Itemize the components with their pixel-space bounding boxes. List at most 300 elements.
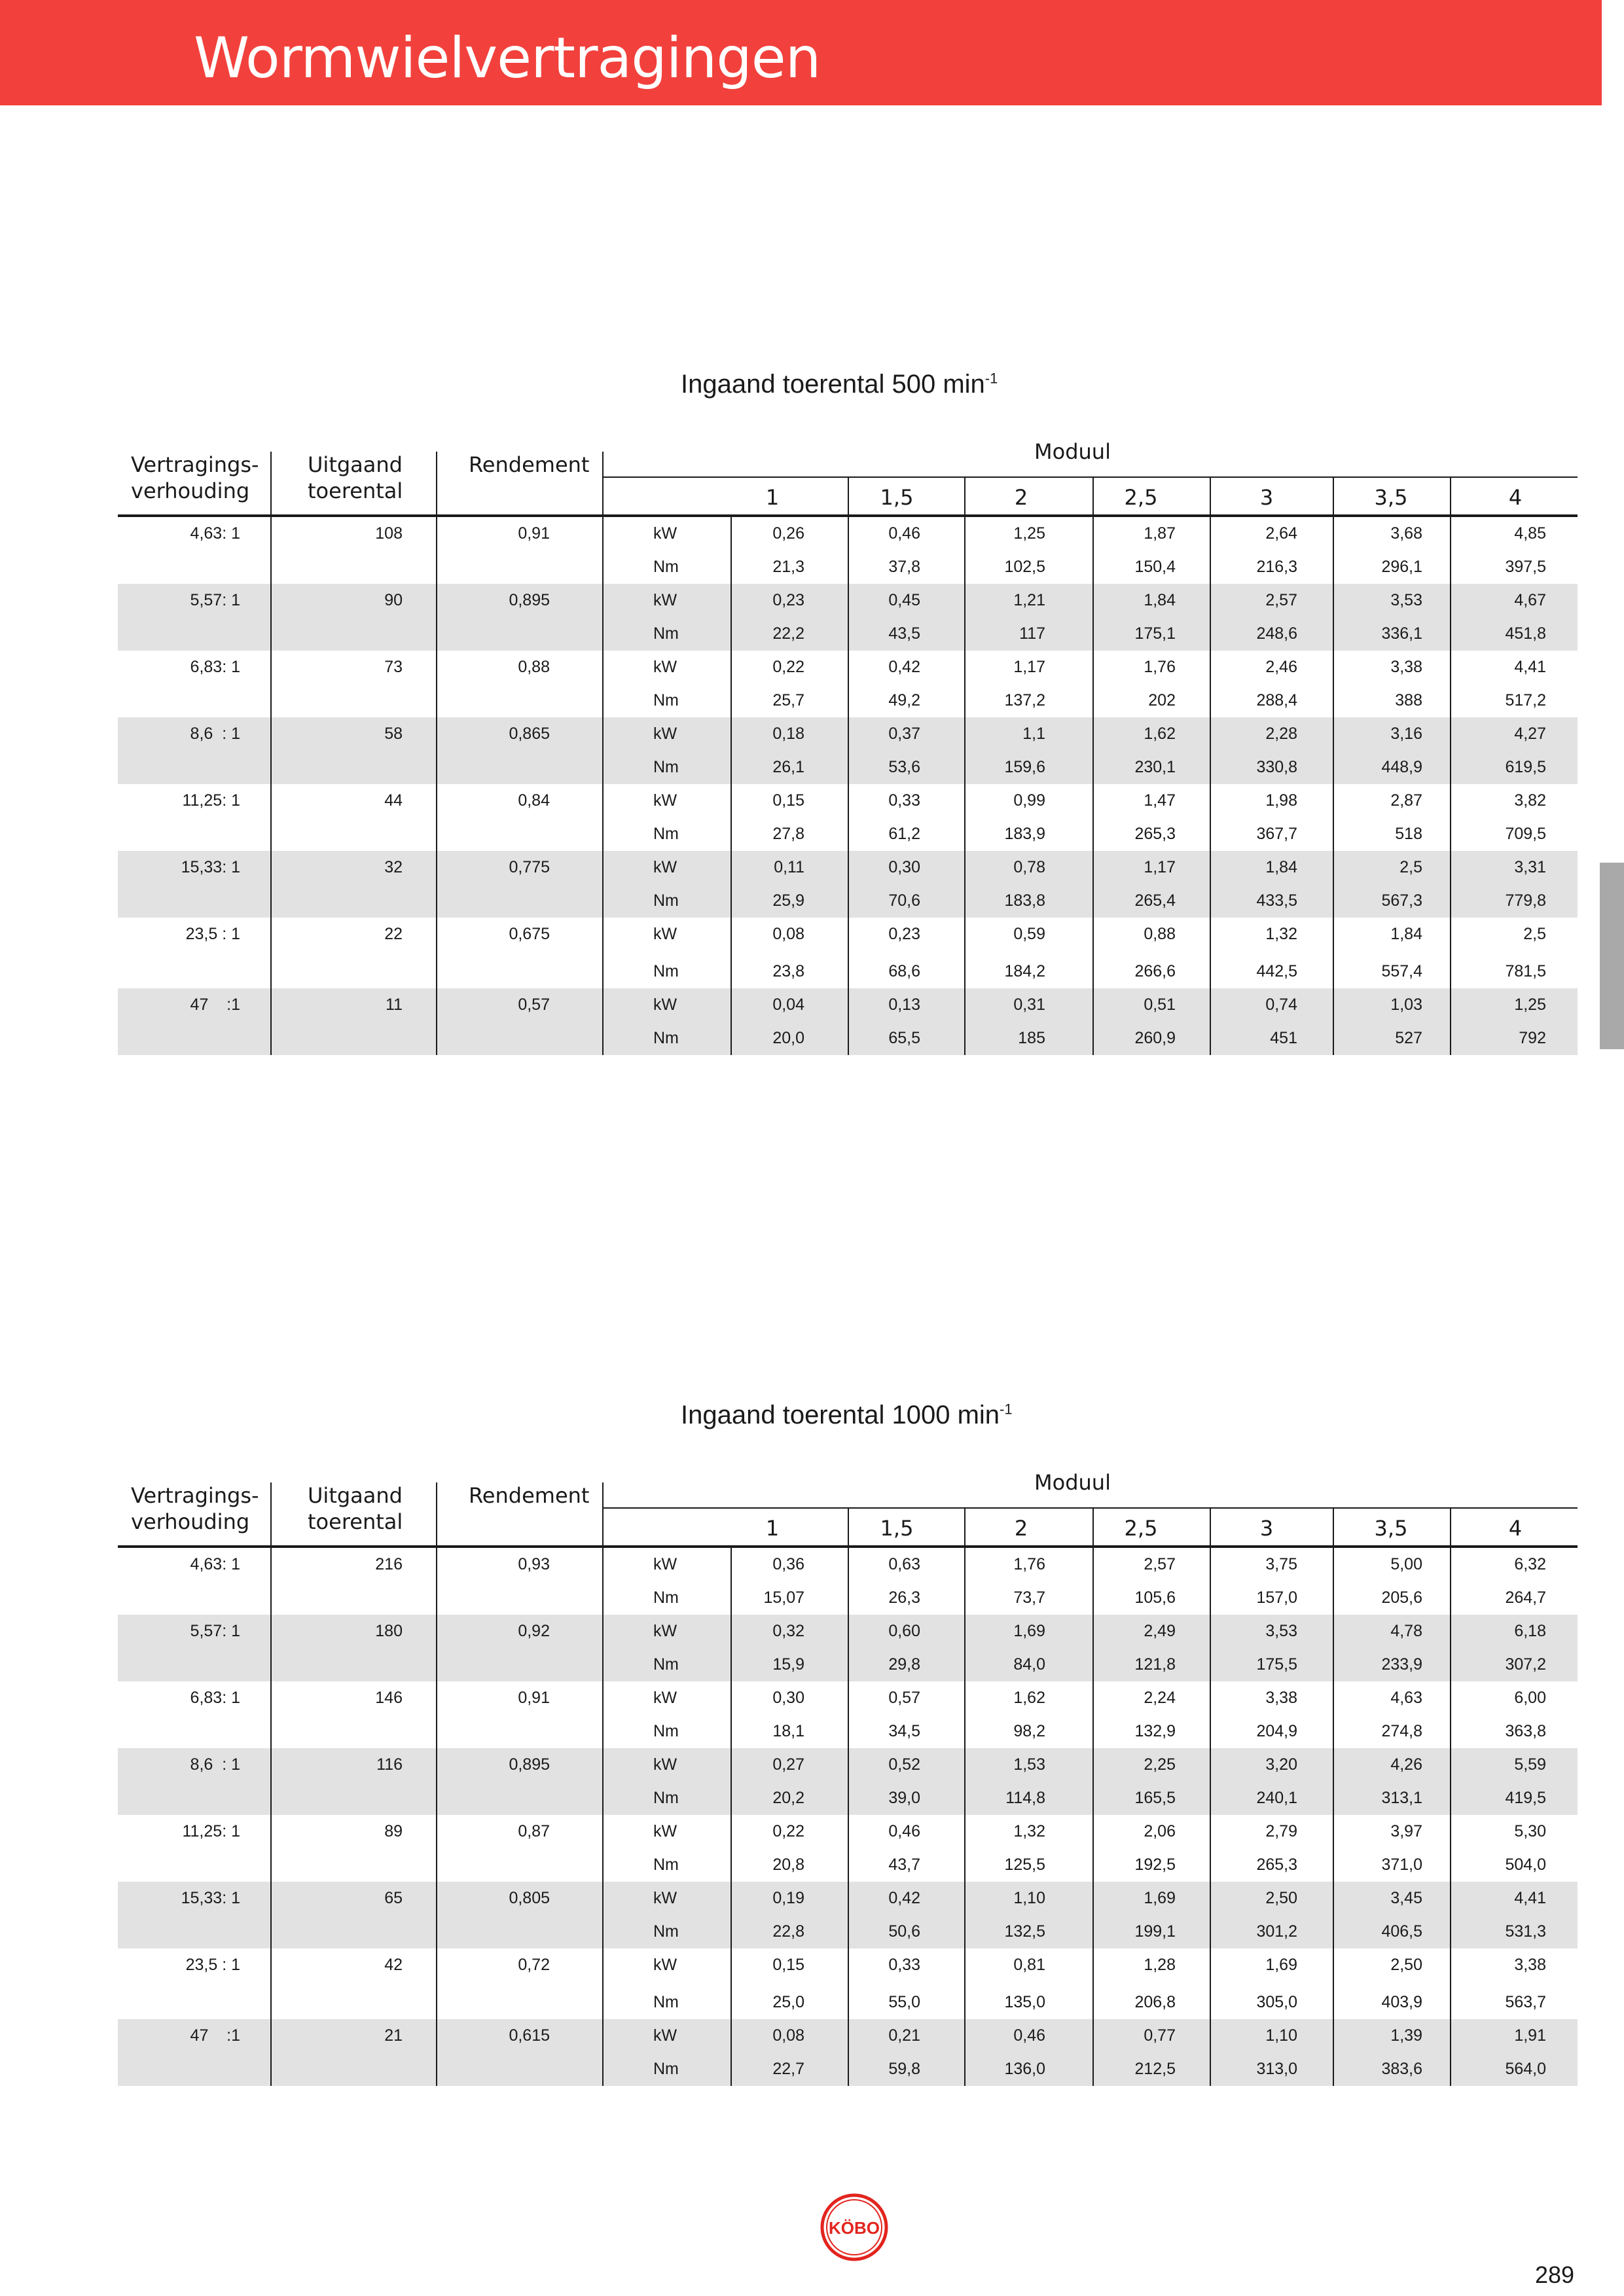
- module-divider: [964, 1509, 965, 1548]
- unit-cell: Nm: [653, 691, 679, 709]
- value-cell: 183,9: [1004, 825, 1045, 843]
- efficiency-cell: 0,895: [509, 1755, 550, 1774]
- value-cell: 22,7: [772, 2060, 804, 2078]
- value-cell: 0,32: [772, 1622, 804, 1640]
- unit-cell: Nm: [653, 624, 679, 643]
- value-cell: 779,8: [1505, 891, 1546, 910]
- efficiency-cell: 0,92: [518, 1622, 550, 1640]
- value-cell: 3,38: [1390, 658, 1422, 676]
- efficiency-cell: 0,615: [509, 2026, 550, 2045]
- table-row-group: [118, 988, 1578, 1055]
- efficiency-cell: 0,91: [518, 524, 550, 543]
- value-cell: 137,2: [1004, 691, 1045, 709]
- value-cell: 20,2: [772, 1789, 804, 1807]
- unit-cell: Nm: [653, 1856, 679, 1874]
- module-col-6: 3,5: [1374, 485, 1408, 510]
- value-cell: 0,04: [772, 996, 804, 1014]
- unit-cell: kW: [653, 1755, 677, 1774]
- value-cell: 157,0: [1256, 1588, 1297, 1607]
- value-cell: 1,39: [1390, 2026, 1422, 2045]
- value-cell: 73,7: [1013, 1588, 1045, 1607]
- value-cell: 2,64: [1265, 524, 1297, 543]
- value-cell: 121,8: [1134, 1655, 1176, 1674]
- unit-cell: kW: [653, 858, 677, 876]
- efficiency-cell: 0,88: [518, 658, 550, 676]
- value-cell: 43,7: [888, 1856, 920, 1874]
- value-cell: 3,31: [1514, 858, 1546, 876]
- value-cell: 26,3: [888, 1588, 920, 1607]
- value-cell: 216,3: [1256, 558, 1297, 576]
- unit-cell: kW: [653, 1555, 677, 1573]
- unit-cell: kW: [653, 1622, 677, 1640]
- value-cell: 388: [1395, 691, 1422, 709]
- value-cell: 25,7: [772, 691, 804, 709]
- module-col-3: 2: [1014, 485, 1028, 510]
- table-row-group: [118, 1948, 1578, 2019]
- table-row: [118, 1782, 1578, 1815]
- value-cell: 0,45: [888, 591, 920, 609]
- unit-cell: Nm: [653, 2060, 679, 2078]
- table-row: [118, 784, 1578, 817]
- ratio-cell: 4,63: 1: [190, 524, 240, 543]
- value-cell: 0,15: [772, 791, 804, 810]
- value-cell: 2,46: [1265, 658, 1297, 676]
- value-cell: 1,25: [1514, 996, 1546, 1014]
- value-cell: 4,41: [1514, 658, 1546, 676]
- value-cell: 0,81: [1013, 1956, 1045, 1974]
- value-cell: 301,2: [1256, 1922, 1297, 1941]
- table-1: [118, 439, 1578, 1055]
- value-cell: 336,1: [1381, 624, 1422, 643]
- table-1-title: Ingaand toerental 500 $\min^{-1}$: [681, 370, 998, 399]
- ratio-cell: 5,57: 1: [190, 1622, 240, 1640]
- table-row: [118, 2019, 1578, 2053]
- value-cell: 0,60: [888, 1622, 920, 1640]
- unit-cell: Nm: [653, 1655, 679, 1674]
- value-cell: 0,30: [772, 1689, 804, 1707]
- output-speed-cell: 89: [384, 1822, 403, 1840]
- value-cell: 98,2: [1013, 1722, 1045, 1740]
- module-col-2: 1,5: [880, 1516, 914, 1541]
- unit-cell: Nm: [653, 1922, 679, 1941]
- table-row: [118, 884, 1578, 918]
- value-cell: 15,9: [772, 1655, 804, 1674]
- ratio-cell: 47 :1: [190, 996, 240, 1014]
- value-cell: 150,4: [1134, 558, 1176, 576]
- value-cell: 3,45: [1390, 1889, 1422, 1907]
- module-col-6: 3,5: [1374, 1516, 1408, 1541]
- output-speed-cell: 42: [384, 1956, 403, 1974]
- ratio-cell: 4,63: 1: [190, 1555, 240, 1573]
- value-cell: 5,00: [1390, 1555, 1422, 1573]
- output-speed-cell: 108: [375, 524, 403, 543]
- value-cell: 29,8: [888, 1655, 920, 1674]
- value-cell: 1,17: [1013, 658, 1045, 676]
- value-cell: 22,8: [772, 1922, 804, 1941]
- value-cell: 25,9: [772, 891, 804, 910]
- header-divider: [436, 452, 437, 517]
- value-cell: 419,5: [1505, 1789, 1546, 1807]
- value-cell: 0,31: [1013, 996, 1045, 1014]
- value-cell: 233,9: [1381, 1655, 1422, 1674]
- value-cell: 205,6: [1381, 1588, 1422, 1607]
- efficiency-cell: 0,72: [518, 1956, 550, 1974]
- table-row: [118, 955, 1578, 988]
- value-cell: 0,08: [772, 925, 804, 943]
- value-cell: 0,78: [1013, 858, 1045, 876]
- table-row-group: [118, 717, 1578, 784]
- header-divider: [270, 452, 272, 517]
- value-cell: 3,68: [1390, 524, 1422, 543]
- value-cell: 531,3: [1505, 1922, 1546, 1941]
- output-speed-cell: 11: [386, 996, 403, 1014]
- module-divider: [1092, 1509, 1094, 1548]
- value-cell: 0,33: [888, 1956, 920, 1974]
- column-header: Rendement: [469, 1483, 590, 1508]
- value-cell: 1,84: [1390, 925, 1422, 943]
- value-cell: 265,4: [1134, 891, 1176, 910]
- value-cell: 6,18: [1514, 1622, 1546, 1640]
- value-cell: 132,9: [1134, 1722, 1176, 1740]
- value-cell: 65,5: [888, 1029, 920, 1047]
- unit-cell: Nm: [653, 962, 679, 980]
- value-cell: 230,1: [1134, 758, 1176, 776]
- efficiency-cell: 0,84: [518, 791, 550, 810]
- value-cell: 1,21: [1013, 591, 1045, 609]
- unit-cell: Nm: [653, 1588, 679, 1607]
- value-cell: 2,25: [1144, 1755, 1176, 1774]
- value-cell: 3,75: [1265, 1555, 1297, 1573]
- value-cell: 0,57: [888, 1689, 920, 1707]
- value-cell: 2,06: [1144, 1822, 1176, 1840]
- value-cell: 4,78: [1390, 1622, 1422, 1640]
- value-cell: 305,0: [1256, 1993, 1297, 2011]
- value-cell: 563,7: [1505, 1993, 1546, 2011]
- module-divider: [1333, 478, 1334, 517]
- efficiency-cell: 0,805: [509, 1889, 550, 1907]
- module-col-4: 2,5: [1124, 1516, 1158, 1541]
- value-cell: 49,2: [888, 691, 920, 709]
- unit-cell: kW: [653, 725, 677, 743]
- value-cell: 1,87: [1144, 524, 1176, 543]
- value-cell: 0,37: [888, 725, 920, 743]
- value-cell: 240,1: [1256, 1789, 1297, 1807]
- unit-cell: Nm: [653, 758, 679, 776]
- value-cell: 518: [1395, 825, 1422, 843]
- unit-cell: kW: [653, 1689, 677, 1707]
- value-cell: 274,8: [1381, 1722, 1422, 1740]
- module-col-7: 4: [1508, 485, 1523, 510]
- value-cell: 0,63: [888, 1555, 920, 1573]
- column-header: Rendement: [469, 452, 590, 477]
- table-row: [118, 1915, 1578, 1948]
- value-cell: 27,8: [772, 825, 804, 843]
- table-row: [118, 584, 1578, 617]
- value-cell: 0,33: [888, 791, 920, 810]
- ratio-cell: 6,83: 1: [190, 658, 240, 676]
- value-cell: 313,0: [1256, 2060, 1297, 2078]
- value-cell: 504,0: [1505, 1856, 1546, 1874]
- table-row: [118, 717, 1578, 751]
- unit-cell: kW: [653, 2026, 677, 2045]
- table-row: [118, 1882, 1578, 1915]
- value-cell: 199,1: [1134, 1922, 1176, 1941]
- output-speed-cell: 32: [384, 858, 403, 876]
- ratio-cell: 23,5 : 1: [185, 925, 240, 943]
- value-cell: 792: [1519, 1029, 1546, 1047]
- value-cell: 1,25: [1013, 524, 1045, 543]
- table-row-group: [118, 1815, 1578, 1882]
- value-cell: 2,5: [1523, 925, 1546, 943]
- value-cell: 619,5: [1505, 758, 1546, 776]
- page-number: 289: [1535, 2261, 1575, 2288]
- output-speed-cell: 116: [376, 1755, 403, 1774]
- header-divider: [602, 452, 604, 517]
- value-cell: 135,0: [1004, 1993, 1045, 2011]
- ratio-cell: 8,6 : 1: [190, 725, 240, 743]
- unit-cell: Nm: [653, 825, 679, 843]
- ratio-cell: 11,25: 1: [182, 1822, 240, 1840]
- unit-cell: kW: [653, 996, 677, 1014]
- value-cell: 397,5: [1505, 558, 1546, 576]
- efficiency-cell: 0,775: [509, 858, 550, 876]
- value-cell: 406,5: [1381, 1922, 1422, 1941]
- output-speed-cell: 90: [384, 591, 403, 609]
- value-cell: 371,0: [1381, 1856, 1422, 1874]
- table-row: [118, 817, 1578, 851]
- value-cell: 192,5: [1134, 1856, 1176, 1874]
- value-cell: 39,0: [888, 1789, 920, 1807]
- module-col-2: 1,5: [880, 485, 914, 510]
- value-cell: 527: [1395, 1029, 1422, 1047]
- value-cell: 0,21: [888, 2026, 920, 2045]
- value-cell: 3,16: [1390, 725, 1422, 743]
- value-cell: 206,8: [1134, 1993, 1176, 2011]
- module-col-5: 3: [1259, 1516, 1274, 1541]
- output-speed-cell: 44: [384, 791, 403, 810]
- module-col-5: 3: [1259, 485, 1274, 510]
- module-divider: [1450, 1509, 1451, 1548]
- efficiency-cell: 0,895: [509, 591, 550, 609]
- value-cell: 4,85: [1514, 524, 1546, 543]
- value-cell: 313,1: [1381, 1789, 1422, 1807]
- table-row-group: [118, 851, 1578, 918]
- value-cell: 175,1: [1134, 624, 1176, 643]
- output-speed-cell: 73: [384, 658, 403, 676]
- value-cell: 1,62: [1144, 725, 1176, 743]
- table-row: [118, 1815, 1578, 1848]
- value-cell: 2,57: [1265, 591, 1297, 609]
- unit-cell: kW: [653, 925, 677, 943]
- value-cell: 0,23: [772, 591, 804, 609]
- column-header: Vertragings-: [131, 1483, 259, 1508]
- value-cell: 22,2: [772, 624, 804, 643]
- value-cell: 185: [1018, 1029, 1045, 1047]
- value-cell: 1,84: [1265, 858, 1297, 876]
- value-cell: 1,1: [1022, 725, 1045, 743]
- module-col-1: 1: [765, 485, 780, 510]
- table-row: [118, 751, 1578, 784]
- value-cell: 1,17: [1144, 858, 1176, 876]
- value-cell: 265,3: [1134, 825, 1176, 843]
- value-cell: 0,23: [888, 925, 920, 943]
- table-row: [118, 651, 1578, 684]
- column-header: toerental: [308, 478, 403, 503]
- value-cell: 165,5: [1134, 1789, 1176, 1807]
- unit-cell: Nm: [653, 1722, 679, 1740]
- value-cell: 260,9: [1134, 1029, 1176, 1047]
- value-cell: 1,28: [1144, 1956, 1176, 1974]
- value-cell: 1,32: [1013, 1822, 1045, 1840]
- value-cell: 367,7: [1256, 825, 1297, 843]
- ratio-cell: 15,33: 1: [181, 1889, 240, 1907]
- module-divider: [1450, 478, 1451, 517]
- output-speed-cell: 216: [375, 1555, 403, 1573]
- value-cell: 1,76: [1013, 1555, 1045, 1573]
- value-cell: 1,91: [1514, 2026, 1546, 2045]
- value-cell: 2,50: [1390, 1956, 1422, 1974]
- table-2-title: Ingaand toerental 1000 $\min^{-1}$: [681, 1401, 1013, 1429]
- column-header: verhouding: [131, 478, 250, 503]
- value-cell: 0,30: [888, 858, 920, 876]
- value-cell: 0,36: [772, 1555, 804, 1573]
- value-cell: 383,6: [1381, 2060, 1422, 2078]
- value-cell: 1,10: [1013, 1889, 1045, 1907]
- value-cell: 4,67: [1514, 591, 1546, 609]
- value-cell: 61,2: [888, 825, 920, 843]
- ratio-cell: 15,33: 1: [181, 858, 240, 876]
- value-cell: 1,69: [1144, 1889, 1176, 1907]
- ratio-cell: 47 :1: [190, 2026, 240, 2045]
- value-cell: 433,5: [1256, 891, 1297, 910]
- value-cell: 3,38: [1265, 1689, 1297, 1707]
- value-cell: 102,5: [1004, 558, 1045, 576]
- output-speed-cell: 180: [375, 1622, 403, 1640]
- value-cell: 68,6: [888, 962, 920, 980]
- table-row: [118, 1715, 1578, 1748]
- unit-cell: kW: [653, 791, 677, 810]
- value-cell: 23,8: [772, 962, 804, 980]
- value-cell: 451: [1270, 1029, 1297, 1047]
- value-cell: 212,5: [1134, 2060, 1176, 2078]
- value-cell: 0,19: [772, 1889, 804, 1907]
- value-cell: 288,4: [1256, 691, 1297, 709]
- table-2: [118, 1469, 1578, 2086]
- value-cell: 25,0: [772, 1993, 804, 2011]
- value-cell: 2,49: [1144, 1622, 1176, 1640]
- table-row: [118, 2053, 1578, 2086]
- value-cell: 0,77: [1144, 2026, 1176, 2045]
- unit-cell: kW: [653, 1889, 677, 1907]
- value-cell: 2,57: [1144, 1555, 1176, 1573]
- table-row: [118, 851, 1578, 884]
- value-cell: 330,8: [1256, 758, 1297, 776]
- value-cell: 781,5: [1505, 962, 1546, 980]
- value-cell: 2,5: [1399, 858, 1422, 876]
- value-cell: 0,42: [888, 1889, 920, 1907]
- value-cell: 307,2: [1505, 1655, 1546, 1674]
- value-cell: 1,84: [1144, 591, 1176, 609]
- column-header: Uitgaand: [308, 452, 403, 477]
- value-cell: 5,59: [1514, 1755, 1546, 1774]
- value-cell: 15,07: [763, 1588, 804, 1607]
- unit-cell: Nm: [653, 1029, 679, 1047]
- table-row: [118, 1581, 1578, 1615]
- ratio-cell: 6,83: 1: [190, 1689, 240, 1707]
- kobo-logo: [820, 2193, 888, 2261]
- unit-cell: kW: [653, 591, 677, 609]
- value-cell: 0,13: [888, 996, 920, 1014]
- output-speed-cell: 22: [384, 925, 403, 943]
- value-cell: 0,26: [772, 524, 804, 543]
- value-cell: 0,46: [888, 524, 920, 543]
- value-cell: 2,28: [1265, 725, 1297, 743]
- output-speed-cell: 58: [384, 725, 403, 743]
- unit-cell: kW: [653, 658, 677, 676]
- value-cell: 204,9: [1256, 1722, 1297, 1740]
- value-cell: 2,87: [1390, 791, 1422, 810]
- table-row: [118, 1681, 1578, 1715]
- unit-cell: Nm: [653, 1789, 679, 1807]
- value-cell: 117: [1019, 624, 1045, 643]
- value-cell: 0,22: [772, 658, 804, 676]
- value-cell: 0,74: [1265, 996, 1297, 1014]
- unit-cell: kW: [653, 524, 677, 543]
- module-header: Moduul: [1034, 1470, 1111, 1495]
- unit-cell: Nm: [653, 1993, 679, 2011]
- output-speed-cell: 21: [384, 2026, 403, 2045]
- header-divider: [602, 1482, 604, 1548]
- value-cell: 0,46: [1013, 2026, 1045, 2045]
- value-cell: 184,2: [1004, 962, 1045, 980]
- value-cell: 0,88: [1144, 925, 1176, 943]
- table-header: [118, 439, 1578, 517]
- module-col-1: 1: [765, 1516, 780, 1541]
- efficiency-cell: 0,91: [518, 1689, 550, 1707]
- value-cell: 43,5: [888, 624, 920, 643]
- module-divider: [848, 1509, 849, 1548]
- table-row: [118, 517, 1578, 550]
- value-cell: 403,9: [1381, 1993, 1422, 2011]
- table-row: [118, 988, 1578, 1022]
- logo-text: KÖBO: [829, 2218, 880, 2238]
- ratio-cell: 11,25: 1: [182, 791, 240, 810]
- table-body: [118, 1548, 1578, 2086]
- table-row-group: [118, 2019, 1578, 2086]
- value-cell: 26,1: [772, 758, 804, 776]
- efficiency-cell: 0,865: [509, 725, 550, 743]
- value-cell: 4,63: [1390, 1689, 1422, 1707]
- value-cell: 0,42: [888, 658, 920, 676]
- value-cell: 0,51: [1144, 996, 1176, 1014]
- ratio-cell: 5,57: 1: [190, 591, 240, 609]
- value-cell: 1,69: [1013, 1622, 1045, 1640]
- table-row: [118, 1615, 1578, 1648]
- value-cell: 265,3: [1256, 1856, 1297, 1874]
- table-row: [118, 550, 1578, 584]
- column-header: Uitgaand: [308, 1483, 403, 1508]
- value-cell: 125,5: [1004, 1856, 1045, 1874]
- table-row-group: [118, 651, 1578, 717]
- value-cell: 2,79: [1265, 1822, 1297, 1840]
- module-divider: [1210, 478, 1211, 517]
- module-col-4: 2,5: [1124, 485, 1158, 510]
- value-cell: 0,22: [772, 1822, 804, 1840]
- value-cell: 4,41: [1514, 1889, 1546, 1907]
- value-cell: 6,00: [1514, 1689, 1546, 1707]
- value-cell: 248,6: [1256, 624, 1297, 643]
- header-divider: [436, 1482, 437, 1548]
